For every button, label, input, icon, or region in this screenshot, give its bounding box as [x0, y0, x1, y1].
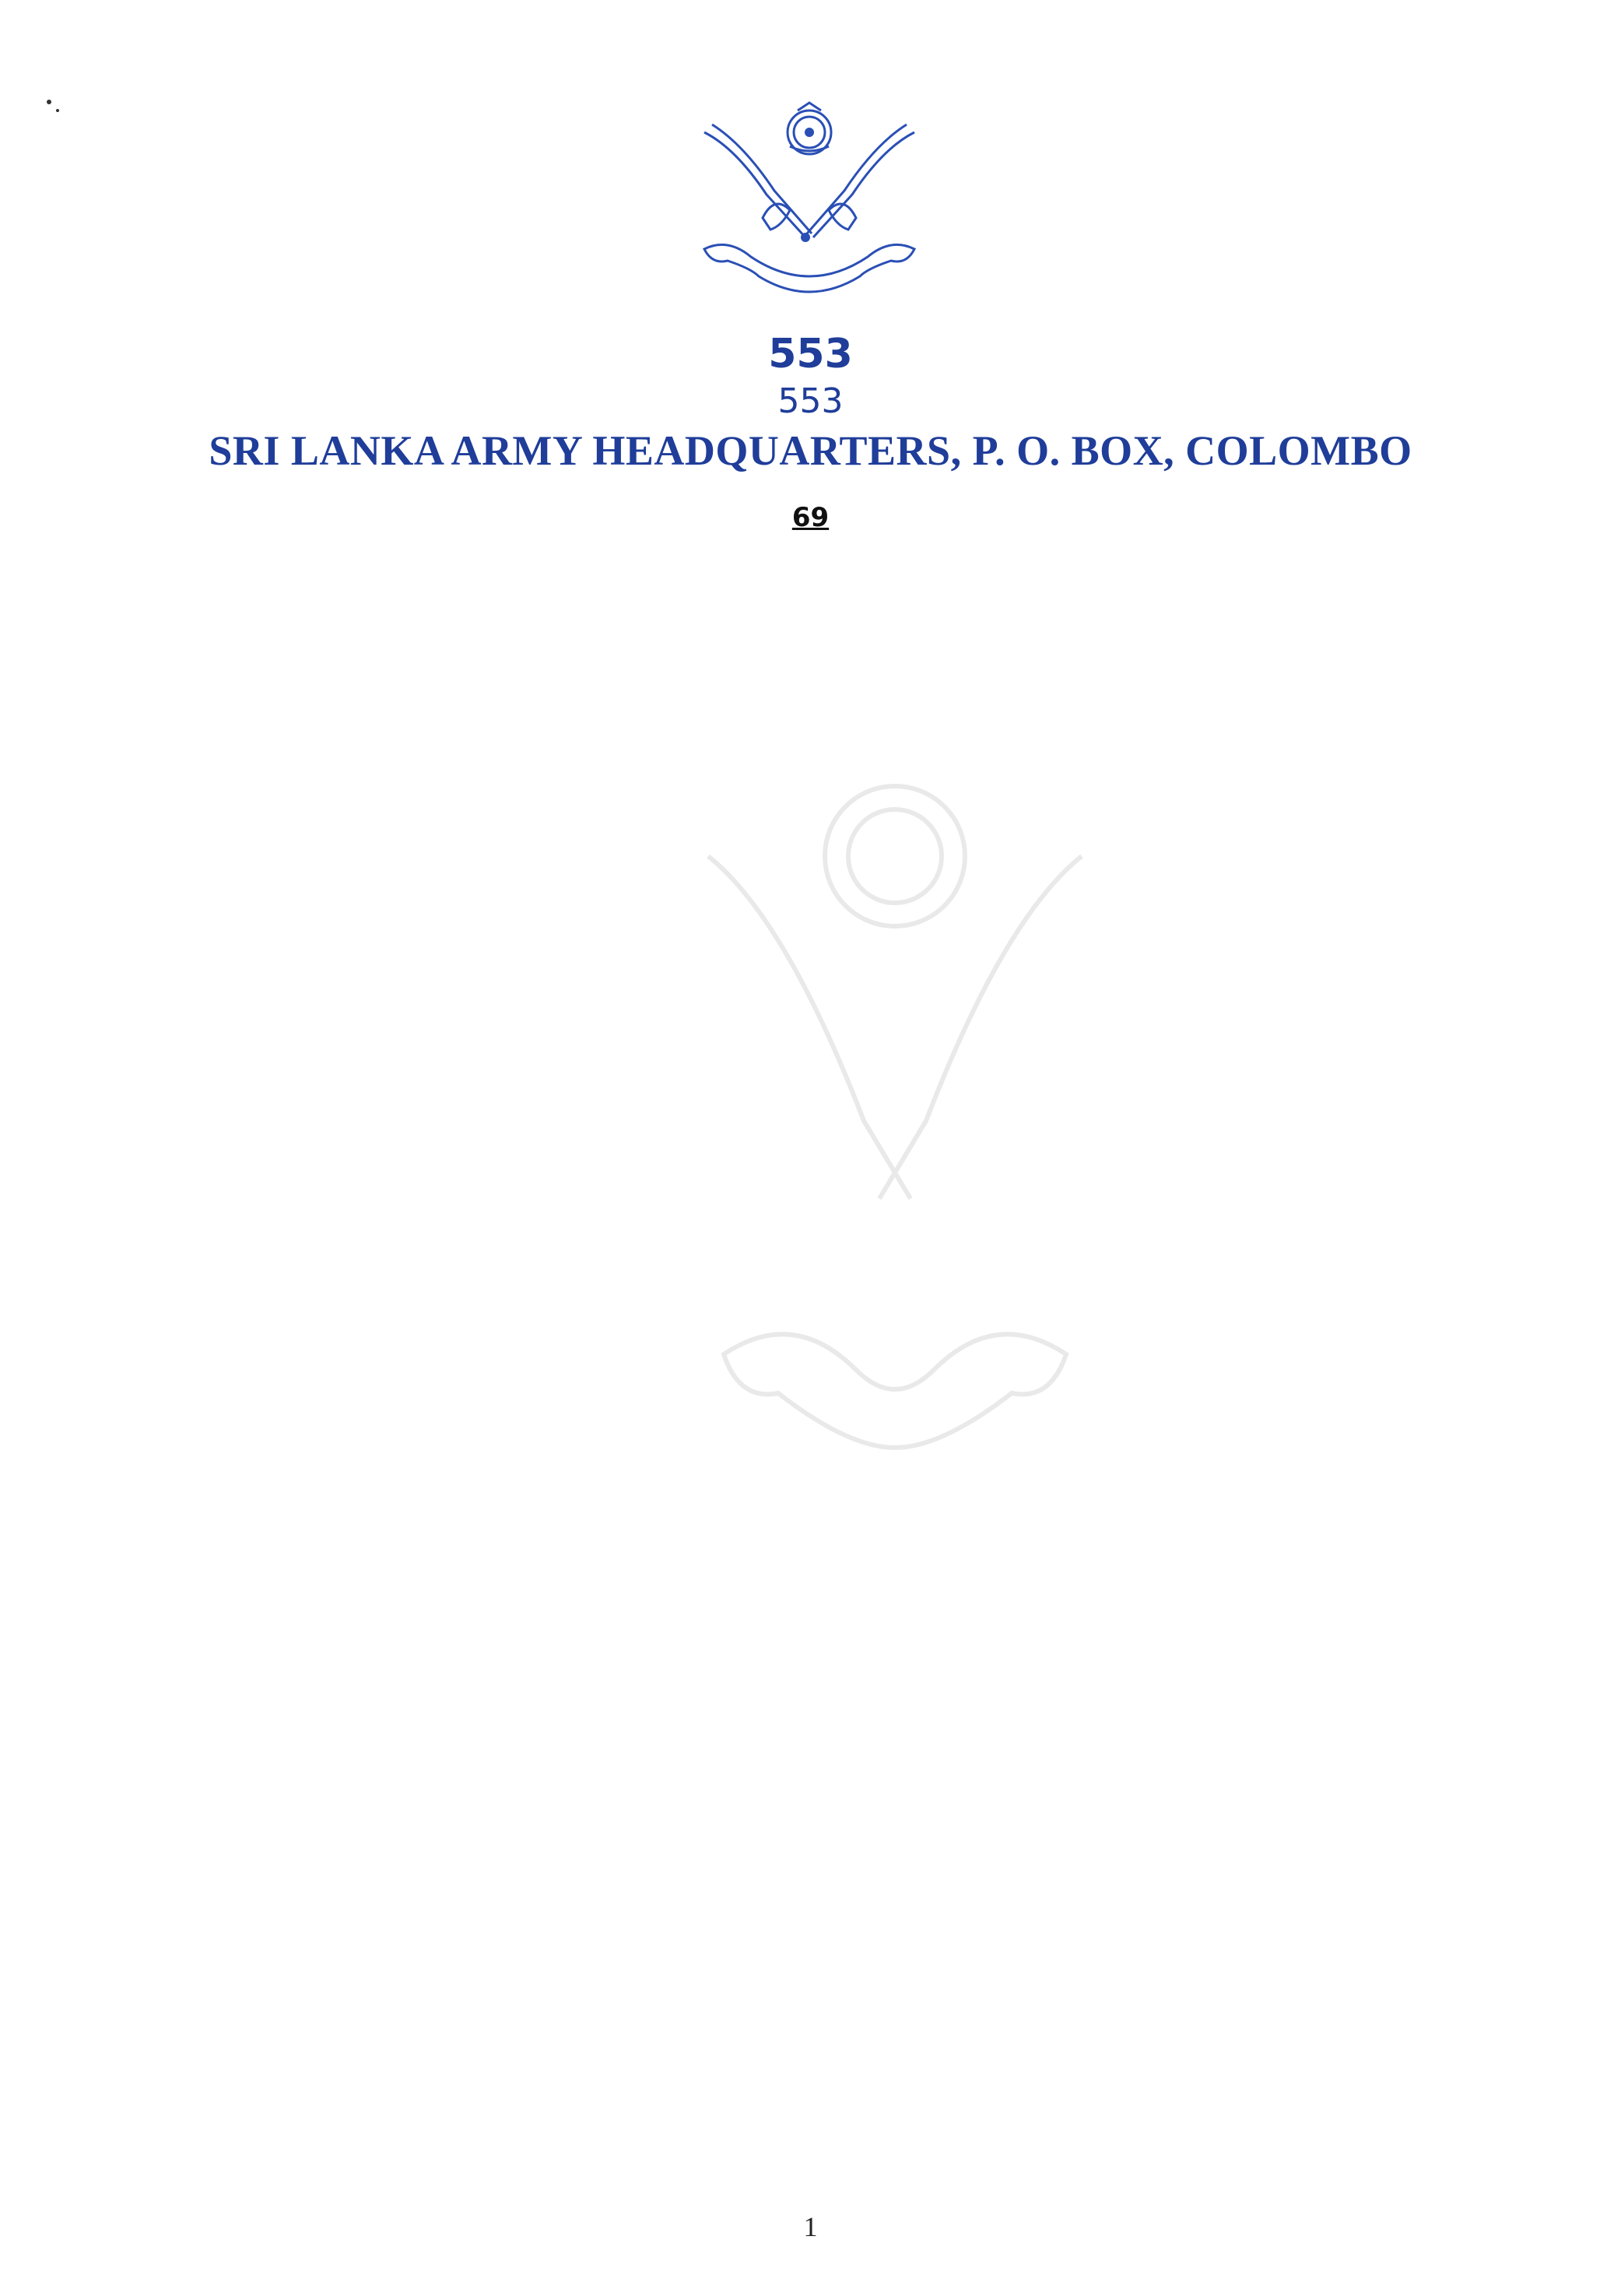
header-tamil: [156, 381, 1465, 427]
header-sinhala-number: 553: [768, 331, 853, 377]
paragraph-6: [125, 1819, 1496, 1978]
paragraph-1: [125, 615, 1496, 774]
paragraph-3: [125, 1055, 1496, 1213]
header-sinhala: [156, 331, 1465, 381]
header-english: SRI LANKA ARMY HEADQUARTERS, P. O. BOX, COLOMBO: [209, 427, 1412, 474]
scan-speck: [47, 100, 51, 104]
paragraph-2: [125, 819, 1496, 1017]
scan-speck: [56, 109, 59, 112]
header-tamil-number: 553: [777, 381, 844, 421]
page-number: 1: [803, 2211, 818, 2242]
subject-line-2: [296, 545, 1325, 579]
army-emblem-icon: [681, 101, 938, 296]
paragraph-4: [125, 1253, 1496, 1531]
paragraph-5: [125, 1576, 1496, 1775]
subject-line-1: 69: [791, 502, 830, 533]
